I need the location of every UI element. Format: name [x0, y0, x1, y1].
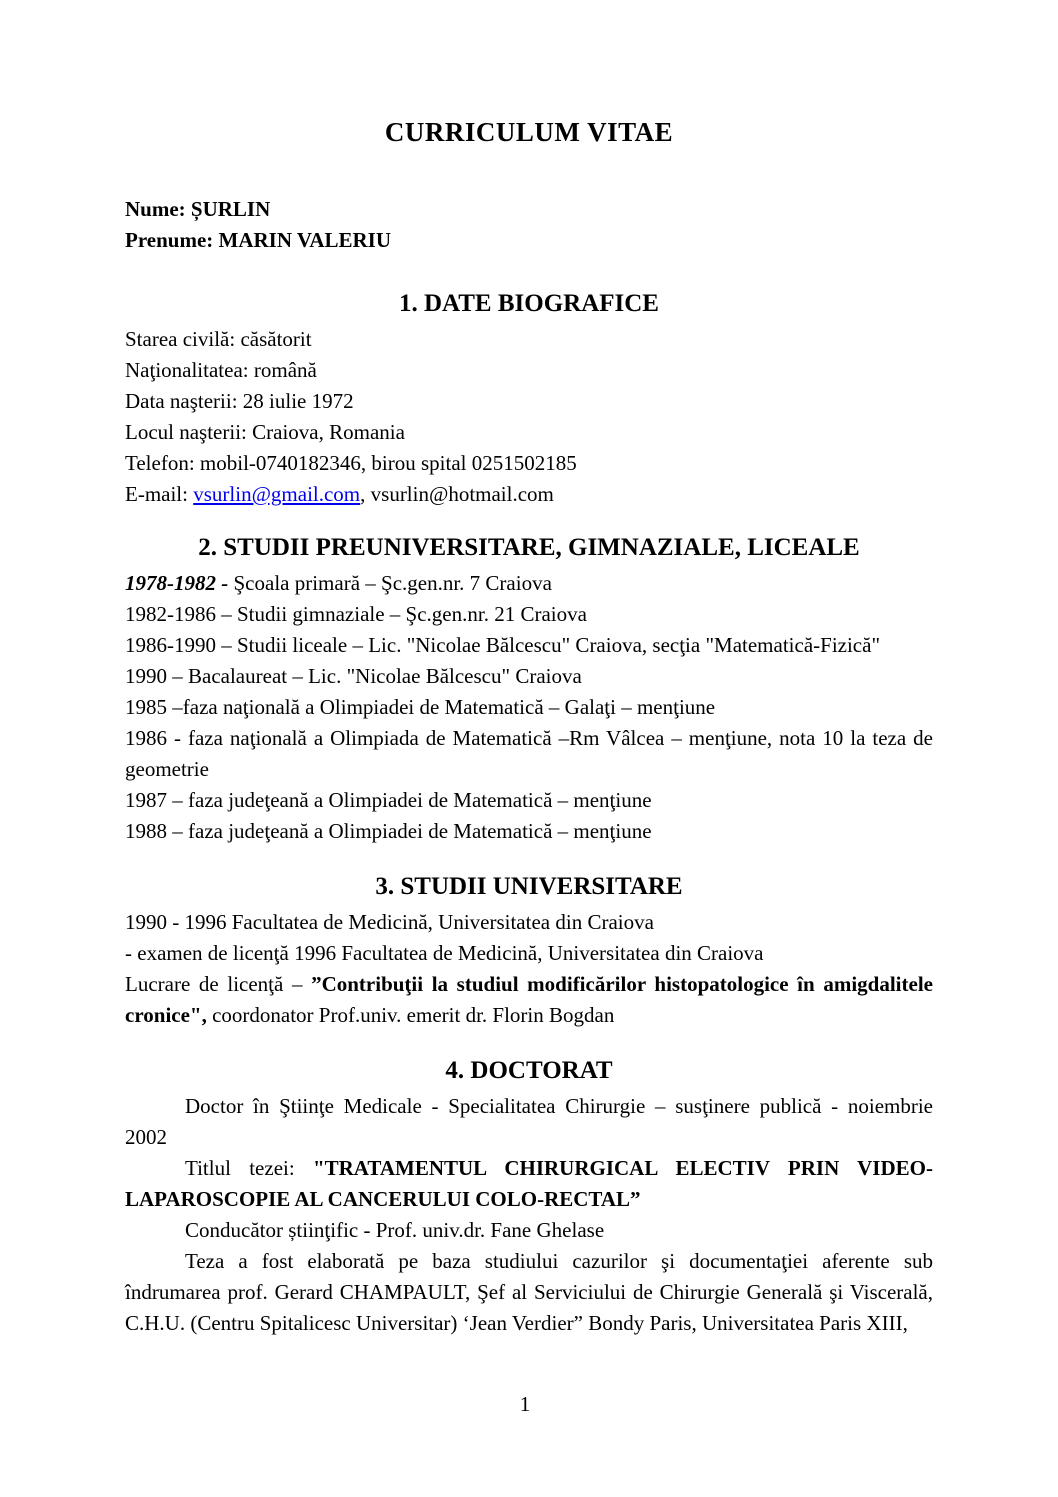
section-3-heading: 3. STUDII UNIVERSITARE [375, 873, 683, 900]
email-link-gmail[interactable]: vsurlin@gmail.com [193, 482, 361, 506]
doctorat-titlu-line2: 2002 [125, 1125, 167, 1149]
edu-bacalaureat: 1990 – Bacalaureat – Lic. "Nicolae Bălcescu" Craiova [125, 664, 582, 688]
edu-years-italic: 1978-1982 - [125, 571, 229, 595]
bio-starea-civila: Starea civilă: căsătorit [125, 327, 312, 351]
email-secondary: , vsurlin@hotmail.com [360, 482, 554, 506]
bio-nationalitatea: Naţionalitatea: română [125, 358, 317, 382]
lucrare-label: Lucrare de licenţă – [125, 972, 312, 996]
doctorat-teza-line2: LAPAROSCOPIE AL CANCERULUI COLO-RECTAL” [125, 1187, 641, 1211]
univ-facultatea: 1990 - 1996 Facultatea de Medicină, Universitatea din Craiova [125, 910, 654, 934]
field-nume: Nume: ȘURLIN [125, 197, 271, 221]
edu-olimpiada-1986-line1: 1986 - faza naţională a Olimpiada de Matematică –Rm Vâlcea – menţiune, nota 10 la teza de [125, 726, 933, 750]
field-prenume: Prenume: MARIN VALERIU [125, 228, 392, 252]
email-label: E-mail: [125, 482, 194, 506]
bio-data-nasterii: Data naşterii: 28 iulie 1972 [125, 389, 354, 413]
document-content [125, 112, 933, 1339]
document-title: CURRICULUM VITAE [384, 117, 674, 147]
bio-email-line [125, 479, 933, 510]
edu-gimnaziale: 1982-1986 – Studii gimnaziale – Şc.gen.nr. 21 Craiova [125, 602, 587, 626]
doctorat-elaborare-line3: C.H.U. (Centru Spitalicesc Universitar) ‘Jean Verdier” Bondy Paris, Universitatea Paris XIII, [125, 1311, 908, 1335]
bio-telefon: Telefon: mobil-0740182346, birou spital 0251502185 [125, 451, 577, 475]
lucrare-coordonator: coordonator Prof.univ. emerit dr. Florin Bogdan [206, 1003, 615, 1027]
edu-olimpiada-1987: 1987 – faza judeţeană a Olimpiadei de Matematică – menţiune [125, 788, 652, 812]
doctorat-titlu-line1: Doctor în Ştiinţe Medicale - Specialitatea Chirurgie – susţinere publică - noiembrie [185, 1094, 933, 1118]
edu-scoala-primara [125, 568, 933, 599]
edu-liceale: 1986-1990 – Studii liceale – Lic. "Nicolae Bălcescu" Craiova, secţia "Matematică-Fizică" [125, 633, 881, 657]
univ-lucrare-licenta-line2 [125, 1000, 933, 1031]
teza-title-bold: "TRATAMENTUL CHIRURGICAL ELECTIV PRIN VIDEO- [312, 1156, 933, 1180]
section-4-heading: 4. DOCTORAT [445, 1057, 613, 1084]
edu-olimpiada-1988: 1988 – faza judeţeană a Olimpiadei de Matematică – menţiune [125, 819, 652, 843]
titlul-tezei-label: Titlul tezei: [185, 1156, 313, 1180]
page-number: 1 [519, 1392, 531, 1416]
lucrare-title-bold-cont: cronice", [125, 1003, 207, 1027]
name-block [125, 194, 933, 256]
doctorat-elaborare-line1: Teza a fost elaborată pe baza studiului cazurilor şi documentaţiei aferente sub [185, 1249, 933, 1273]
lucrare-title-bold: ”Contribuţii la studiul modificărilor histopatologice în amigdalitele [311, 972, 933, 996]
doctorat-elaborare-line2: îndrumarea prof. Gerard CHAMPAULT, Şef al Serviciului de Chirurgie Generală şi Viscerală, [125, 1280, 933, 1304]
doctorat-conducator: Conducător știinţific - Prof. univ.dr. Fane Ghelase [185, 1218, 605, 1242]
doctorat-teza-line1 [125, 1153, 933, 1184]
univ-lucrare-licenta-line1 [125, 969, 933, 1000]
bio-locul-nasterii: Locul naşterii: Craiova, Romania [125, 420, 405, 444]
edu-scoala-primara-text: Şcoala primară – Şc.gen.nr. 7 Craiova [228, 571, 552, 595]
edu-olimpiada-1985: 1985 –faza naţională a Olimpiadei de Matematică – Galaţi – menţiune [125, 695, 716, 719]
section-1-heading: 1. DATE BIOGRAFICE [399, 290, 659, 317]
section-2-heading: 2. STUDII PREUNIVERSITARE, GIMNAZIALE, LICEALE [198, 534, 860, 561]
univ-examen-licenta: - examen de licenţă 1996 Facultatea de Medicină, Universitatea din Craiova [125, 941, 764, 965]
edu-olimpiada-1986-line2: geometrie [125, 757, 209, 781]
